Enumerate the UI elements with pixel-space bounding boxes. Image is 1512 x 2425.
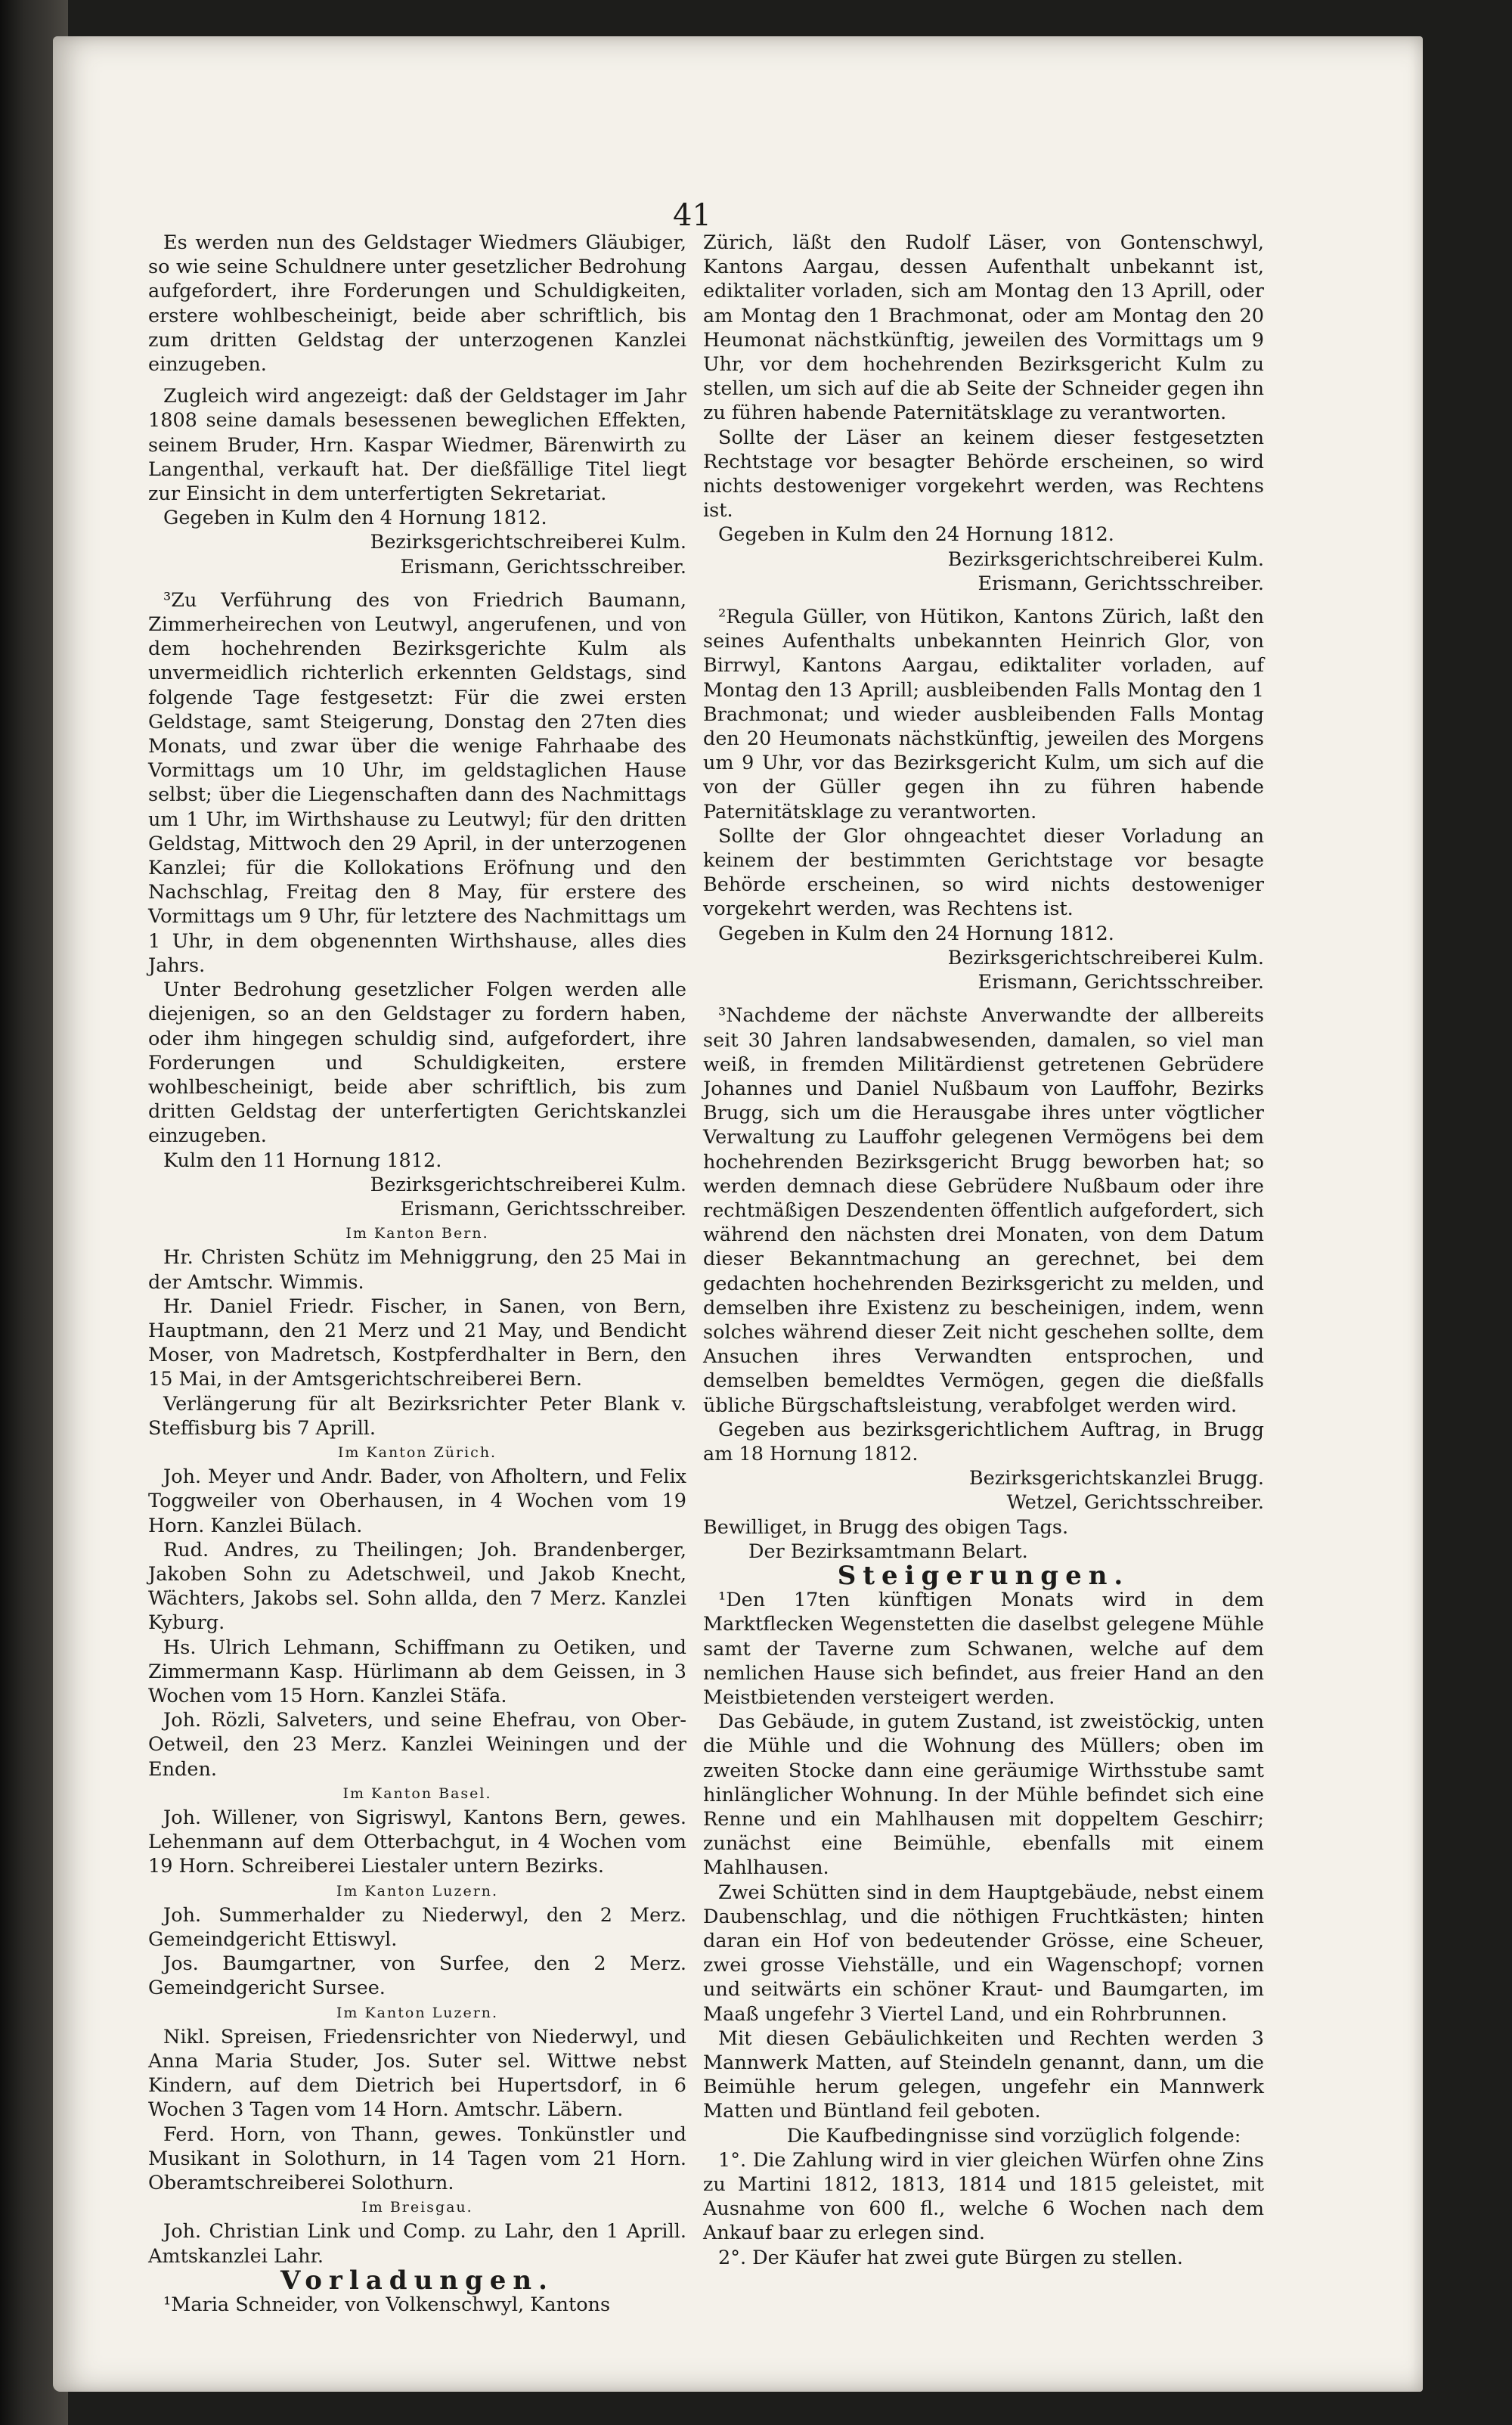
vorladung1-text1: Zürich, läßt den Rudolf Läser, von Gontenschwyl, Kantons Aargau, dessen Aufenthalt unbekannt ist, ediktaliter vorladen, sich am Montag den 13 Aprill, oder am Montag den 1 Brachmonat, oder am Montag den 20 Heumonat nächstkünftig, jeweilen des Vormittags um 9 Uhr, vor dem hochehrenden Bezirksgericht Kulm zu stellen, um sich auf die ab Seite der Schneider gegen ihn zu führen habende Paternitätsklage zu verantworten. [703, 231, 1264, 425]
notice1-text1: Es werden nun des Geldstager Wiedmers Gläubiger, so wie seine Schuldnere unter gesetzlicher Bedrohung aufgefordert, ihre Forderungen und Schuldigkeiten, erstere wohlbescheinigt, beide aber schriftlich, bis zum dritten Geldstag der unterzogenen Kanzlei einzugeben. [148, 231, 686, 377]
vorladung3-approval1: Bewilliget, in Brugg des obigen Tags. [703, 1515, 1069, 1539]
zuerich-entry: Joh. Meyer und Andr. Bader, von Afholtern, und Felix Toggweiler von Oberhausen, in 4 Wochen vom 19 Horn. Kanzlei Bülach. [148, 1465, 686, 1537]
steigerung-p4: Mit diesen Gebäulichkeiten und Rechten werden 3 Mannwerk Matten, auf Steindeln genannt, dann, um die Beimühle herum gelegen, ungefehr ein Mannwerk Matten und Büntland feil geboten. [703, 2027, 1264, 2123]
vorladung1-office: Bezirksgerichtschreiberei Kulm. [947, 547, 1264, 571]
vorladung1-start: ¹Maria Schneider, von Volkenschwyl, Kantons [163, 2293, 611, 2317]
luzern-entry: Jos. Baumgartner, von Surfee, den 2 Merz. Gemeindgericht Sursee. [148, 1952, 686, 2000]
notice1-signer: Erismann, Gerichtsschreiber. [400, 555, 686, 578]
zuerich-entry: Joh. Rözli, Salveters, und seine Ehefrau, von Ober-Oetweil, den 23 Merz. Kanzlei Weiningen und der Enden. [148, 1709, 686, 1781]
notice1-text2: Zugleich wird angezeigt: daß der Geldstager im Jahr 1808 seine damals besessenen beweglichen Effekten, seinem Bruder, Hrn. Kaspar Wiedmer, Bärenwirth zu Langenthal, verkauft hat. Der dießfällige Titel liegt zur Einsicht in dem unterfertigten Sekretariat. [148, 385, 686, 506]
luzern-heading: Im Kanton Luzern. [336, 1882, 499, 1899]
breisgau-entry: Joh. Christian Link und Comp. zu Lahr, den 1 Aprill. Amtskanzlei Lahr. [148, 2220, 686, 2268]
zuerich-entry: Hs. Ulrich Lehmann, Schiffmann zu Oetiken, und Zimmermann Kasp. Hürlimann ab dem Geissen, in 3 Wochen vom 15 Horn. Kanzlei Stäfa. [148, 1636, 686, 1707]
steigerung-p3: Zwei Schütten sind in dem Hauptgebäude, nebst einem Daubenschlag, und die nöthigen Fruchtkästen; hinten daran ein Hof von bedeutender Grösse, eine Scheuer, zwei grosse Viehställe, und ein Wagenschopf; vornen und seitwärts ein schöner Kraut- und Baumgarten, im Maaß ungefehr 3 Viertel Land, und ein Rohrbrunnen. [703, 1881, 1264, 2026]
bern-entry: Hr. Christen Schütz im Mehniggrung, den 25 Mai in der Amtschr. Wimmis. [148, 1246, 686, 1294]
notice2-office: Bezirksgerichtschreiberei Kulm. [370, 1173, 686, 1196]
bern-entry: Verlängerung für alt Bezirksrichter Peter Blank v. Steffisburg bis 7 Aprill. [148, 1392, 686, 1440]
zuerich-entry: Rud. Andres, zu Theilingen; Joh. Brandenberger, Jakoben Sohn zu Adetschweil, und Jakob Knecht, Wächters, Jakobs sel. Sohn allda, den 7 Merz. Kanzlei Kyburg. [148, 1538, 686, 1635]
vorladungen-heading: Vorladungen. [280, 2265, 554, 2296]
notice1-office: Bezirksgerichtschreiberei Kulm. [370, 531, 686, 554]
vorladung3-signer: Wetzel, Gerichtsschreiber. [1006, 1491, 1264, 1515]
luzern-heading-2: Im Kanton Luzern. [336, 2004, 499, 2021]
basel-entry: Joh. Willener, von Sigriswyl, Kantons Bern, gewes. Lehenmann auf dem Otterbachgut, in 4 Wochen vom 19 Horn. Schreiberei Liestaler untern Bezirks. [148, 1806, 686, 1878]
vorladung3-approval2: Der Bezirksamtmann Belart. [748, 1540, 1028, 1563]
right-column [703, 231, 1264, 2270]
notice2-text1: ³Zu Verführung des von Friedrich Baumann, Zimmerheirechen von Leutwyl, angerufenen, und von dem hochehrenden Bezirksgerichte Kulm als unvermeidlich richterlich erkennten Geldstags, sind folgende Tage festgesetzt: Für die zwei ersten Geldstage, samt Steigerung, Donstag den 27ten dies Monats, und zwar über die wenige Fahrhaabe des Vormittags um 10 Uhr, im geldstaglichen Hause selbst; über die Liegenschaften dann des Nachmittags um 1 Uhr, im Wirthshause zu Leutwyl; für den dritten Geldstag, Mittwoch den 29 April, in der unterzogenen Kanzlei; für die Kollokations Eröfnung und den Nachschlag, Freitag den 8 May, für erstere des Vormittags um 9 Uhr, für letztere des Nachmittags um 1 Uhr, in dem obgenennten Wirthshause, alles dies Jahrs. [148, 588, 686, 977]
zuerich-heading: Im Kanton Zürich. [337, 1444, 497, 1461]
vorladung3-text1: ³Nachdeme der nächste Anverwandte der allbereits seit 30 Jahren landsabwesenden, damalen, so viel man weiß, in fremden Militärdienst getretenen Gebrüdere Johannes und Daniel Nußbaum von Lauffohr, Bezirks Brugg, sich um die Herausgabe ihres unter vögtlicher Verwaltung zu Lauffohr gelegenen Vermögens bei dem hochehrenden Bezirksgericht Brugg beworben hat; so werden demnach diese Gebrüdere Nußbaum oder ihre rechtmäßigen Deszendenten öffentlich aufgefordert, sich während den nächsten drei Monaten, von dem Datum dieser Bekanntmachung an gerechnet, bei dem gedachten hochehrenden Bezirksgericht zu melden, und demselben ihre Existenz zu bescheinigen, indem, wenn solches während dieser Zeit nicht geschehen sollte, dem Ansuchen ihres Verwandten entsprochen, und demselben bemeldtes Vermögen, gegen die dießfalls übliche Bürgschaftsleistung, verabfolget werden wird. [703, 1004, 1264, 1417]
left-column [148, 231, 686, 2317]
steigerungen-heading: Steigerungen. [837, 1560, 1130, 1591]
condition-item: 1°. Die Zahlung wird in vier gleichen Würfen ohne Zins zu Martini 1812, 1813, 1814 und 1815 geleistet, mit Ausnahme von 600 fl., welche 6 Wochen nach dem Ankauf baar zu erlegen sind. [703, 2148, 1264, 2245]
vorladung1-dated: Gegeben in Kulm den 24 Hornung 1812. [718, 523, 1114, 547]
bern-entry: Hr. Daniel Friedr. Fischer, in Sanen, von Bern, Hauptmann, den 21 Merz und 21 May, und Bendicht Moser, von Madretsch, Kostpferdhalter in Bern, den 15 Mai, in der Amtsgerichtschreiberei Bern. [148, 1295, 686, 1391]
breisgau-heading: Im Breisgau. [361, 2199, 473, 2216]
steigerung-p1: ¹Den 17ten künftigen Monats wird in dem Marktflecken Wegenstetten die daselbst gelegene Mühle samt der Taverne zum Schwanen, welche auf dem nemlichen Hause sich befindet, aus freier Hand an den Meistbietenden versteigert werden. [703, 1589, 1264, 1709]
vorladung3-office: Bezirksgerichtskanzlei Brugg. [968, 1467, 1264, 1490]
vorladung2-signer: Erismann, Gerichtsschreiber. [978, 971, 1264, 994]
condition-item: 2°. Der Käufer hat zwei gute Bürgen zu stellen. [718, 2246, 1183, 2269]
steigerung-p2: Das Gebäude, in gutem Zustand, ist zweistöckig, unten die Mühle und die Wohnung des Müllers; oben im zweiten Stocke dann eine geräumige Wirthsstube samt hinlänglicher Wohnung. In der Mühle befindet sich eine Renne und ein Mahlhausen mit doppeltem Geschirr; zunächst eine Beimühle, ebenfalls mit einem Mahlhausen. [703, 1710, 1264, 1880]
vorladung1-text2: Sollte der Läser an keinem dieser festgesetzten Rechtstage vor besagter Behörde erscheinen, so wird nichts destoweniger vorgekehrt werden, was Rechtens ist. [703, 426, 1264, 523]
notice1-dated: Gegeben in Kulm den 4 Hornung 1812. [163, 507, 547, 530]
luzern-entry: Joh. Summerhalder zu Niederwyl, den 2 Merz. Gemeindgericht Ettiswyl. [148, 1903, 686, 1952]
notice2-signer: Erismann, Gerichtsschreiber. [400, 1197, 686, 1220]
luzern2-entry: Nikl. Spreisen, Friedensrichter von Niederwyl, und Anna Maria Studer, Jos. Suter sel. Wittwe nebst Kindern, auf dem Dietrich bei Hupertsdorf, in 6 Wochen 3 Tagen vom 14 Horn. Amtschr. Läbern. [148, 2025, 686, 2122]
vorladung2-text1: ²Regula Güller, von Hütikon, Kantons Zürich, laßt den seines Aufenthalts unbekannten Heinrich Glor, von Birrwyl, Kantons Aargau, ediktaliter vorladen, auf Montag den 13 Aprill; ausbleibenden Falls Montag den 1 Brachmonat; und wieder ausbleibenden Falls Montag den 20 Heumonats nächstkünftig, jeweilen des Morgens um 9 Uhr, vor das Bezirksgericht Kulm, um sich auf die von der Güller gegen ihn zu führen habende Paternitätsklage zu verantworten. [703, 606, 1264, 823]
notice2-text2: Unter Bedrohung gesetzlicher Folgen werden alle diejenigen, so an den Geldstager zu fordern haben, oder ihm hingegen schuldig sind, aufgefordert, ihre Forderungen und Schuldigkeiten, erstere wohlbescheinigt, beide aber schriftlich, bis zum dritten Geldstag der unterfertigten Gerichtskanzlei einzugeben. [148, 978, 686, 1148]
vorladung2-dated: Gegeben in Kulm den 24 Hornung 1812. [718, 922, 1114, 945]
basel-heading: Im Kanton Basel. [342, 1785, 492, 1802]
page-number: 41 [673, 198, 711, 233]
notice2-dated: Kulm den 11 Hornung 1812. [163, 1149, 442, 1172]
vorladung1-signer: Erismann, Gerichtsschreiber. [978, 572, 1264, 595]
vorladung3-dated: Gegeben aus bezirksgerichtlichem Auftrag, in Brugg am 18 Hornung 1812. [703, 1418, 1264, 1465]
vorladung2-office: Bezirksgerichtschreiberei Kulm. [947, 946, 1264, 969]
bern-heading: Im Kanton Bern. [345, 1225, 489, 1242]
luzern2-entry: Ferd. Horn, von Thann, gewes. Tonkünstler und Musikant in Solothurn, in 14 Tagen vom 21 Horn. Oberamtschreiberei Solothurn. [148, 2123, 686, 2195]
conditions-heading: Die Kaufbedingnisse sind vorzüglich folgende: [786, 2124, 1241, 2147]
vorladung2-text2: Sollte der Glor ohngeachtet dieser Vorladung an keinem der bestimmten Gerichtstage vor besagte Behörde erscheinen, so wird nichts destoweniger vorgekehrt werden, was Rechtens ist. [703, 824, 1264, 921]
